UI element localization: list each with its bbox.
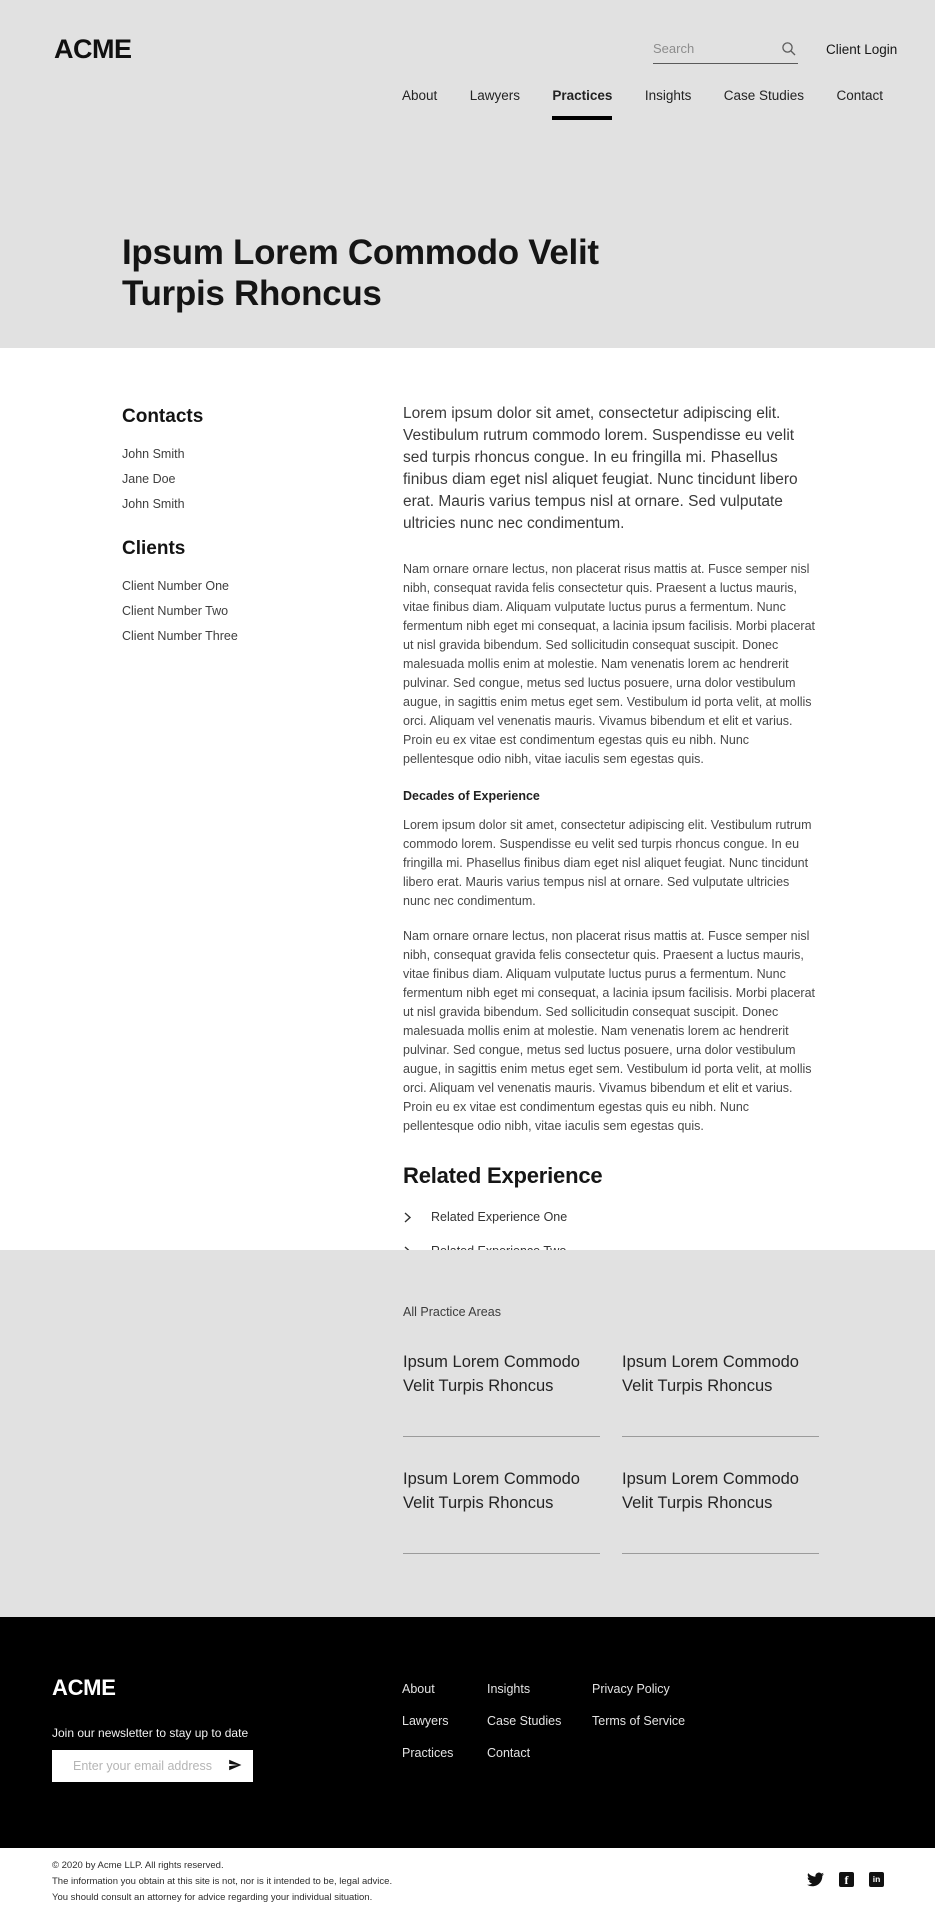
search-input[interactable]: [653, 34, 771, 62]
contacts-heading: Contacts: [122, 406, 204, 427]
client-link[interactable]: Client Number One: [122, 579, 229, 593]
search-bar: [653, 34, 798, 64]
facebook-icon[interactable]: f: [839, 1872, 854, 1887]
footer-link-privacy-policy[interactable]: Privacy Policy: [592, 1682, 670, 1696]
body-paragraph: Nam ornare ornare lectus, non placerat risus mattis at. Fusce semper nisl nibh, consequat gravida felis consectetur quis. Praesent a luctus mauris, vitae finibus diam. Aliquam vulputate luctus purus a fermentum. Nunc fermentum nibh eget mi consequat, a lacinia ipsum facilisis. Morbi placerat ut nisl gravida bibendum. Sed sollicitudin consequat suscipit. Donec malesuada mollis enim at molestie. Nam venenatis lorem ac hendrerit pulvinar. Sed congue, metus sed luctus posuere, urna dolor vestibulum augue, in sagittis enim metus eget sem. Vestibulum id porta velit, at mollis orci. Aliquam vel venenatis mauris. Vivamus bibendum et elit et varius. Proin eu ex vitae est condimentum egestas quis eu nibh. Nunc pellentesque odio nibh, vitae iaculis sem egestas quis.: [403, 929, 815, 1133]
related-experience-heading: Related Experience: [403, 1163, 603, 1188]
practice-area-card[interactable]: Ipsum Lorem Commodo Velit Turpis Rhoncus: [622, 1350, 819, 1437]
practice-area-card[interactable]: Ipsum Lorem Commodo Velit Turpis Rhoncus: [403, 1467, 600, 1554]
nav-item-insights[interactable]: Insights: [644, 88, 692, 103]
footer-link-contact[interactable]: Contact: [487, 1746, 531, 1760]
clients-heading: Clients: [122, 538, 186, 559]
social-links: [807, 1872, 884, 1887]
footer-logo[interactable]: ACME: [52, 1675, 116, 1700]
practice-area-card[interactable]: Ipsum Lorem Commodo Velit Turpis Rhoncus: [403, 1350, 600, 1437]
footer-nav-col-3: [592, 1682, 685, 1746]
footer-link-practices[interactable]: Practices: [402, 1746, 454, 1760]
twitter-icon[interactable]: [807, 1872, 824, 1887]
newsletter-submit-button[interactable]: [228, 1758, 242, 1775]
sidebar: [122, 406, 372, 654]
body-paragraph: Nam ornare ornare lectus, non placerat risus mattis at. Fusce semper nisl nibh, consequat ravida felis consectetur quis. Praesent a luctus mauris, vitae finibus diam. Aliquam vulputate luctus purus a fermentum. Nunc fermentum nibh eget mi consequat, a lacinia ipsum facilisis. Morbi placerat ut nisl gravida bibendum. Sed sollicitudin consequat suscipit. Donec malesuada mollis enim at molestie. Nam venenatis lorem ac hendrerit pulvinar. Sed congue, metus sed luctus posuere, urna dolor vestibulum augue, in sagittis enim metus eget sem. Vestibulum id porta velit, at mollis orci. Aliquam vel venenatis mauris. Vivamus bibendum et elit et varius. Proin eu ex vitae est condimentum egestas quis eu nibh. Nunc pellentesque odio nibh, vitae iaculis sem egestas quis.: [403, 562, 815, 766]
footer-nav-col-2: [487, 1682, 561, 1778]
page-title: Ipsum Lorem Commodo Velit Turpis Rhoncus: [122, 233, 599, 313]
clients-group: [122, 538, 372, 643]
client-login-link[interactable]: Client Login: [826, 42, 898, 57]
legal-text: [52, 1858, 392, 1906]
contact-link[interactable]: John Smith: [122, 447, 185, 461]
main-content: [0, 348, 935, 1250]
practice-areas-grid: [403, 1350, 819, 1554]
contacts-group: [122, 406, 372, 511]
nav-item-contact[interactable]: Contact: [836, 88, 883, 103]
newsletter-form: [52, 1750, 253, 1782]
main-nav: [402, 88, 883, 120]
footer-link-lawyers[interactable]: Lawyers: [402, 1714, 449, 1728]
site-logo[interactable]: ACME: [54, 34, 132, 64]
body-paragraph: Lorem ipsum dolor sit amet, consectetur adipiscing elit. Vestibulum rutrum commodo lorem. Suspendisse eu velit sed turpis rhoncus congue. In eu fringilla mi. Phasellus finibus diam eget nisl aliquet feugiat. Nunc tincidunt libero erat. Mauris varius tempus nisl at ornare. Sed vulputate ultricies nunc nec condimentum.: [403, 818, 812, 908]
linkedin-icon[interactable]: in: [869, 1872, 884, 1887]
email-field[interactable]: [73, 1759, 228, 1773]
search-icon[interactable]: [781, 41, 797, 62]
footer: [0, 1617, 935, 1848]
contact-link[interactable]: John Smith: [122, 497, 185, 511]
nav-item-lawyers[interactable]: Lawyers: [469, 88, 520, 103]
copyright-line: © 2020 by Acme LLP. All rights reserved.: [52, 1860, 224, 1871]
footer-link-insights[interactable]: Insights: [487, 1682, 531, 1696]
send-icon: [228, 1758, 242, 1775]
nav-item-about[interactable]: About: [402, 88, 438, 103]
lead-paragraph: Lorem ipsum dolor sit amet, consectetur adipiscing elit. Vestibulum rutrum commodo lorem. Suspendisse eu velit sed turpis rhoncus congue. In eu fringilla mi. Phasellus finibus diam eget nisl aliquet feugiat. Nunc tincidunt libero erat. Mauris varius tempus nisl at ornare. Sed vulputate ultricies nunc nec condimentum.: [403, 405, 798, 532]
article: [403, 403, 818, 1302]
all-practice-areas-label: All Practice Areas: [403, 1305, 501, 1319]
article-subheading: Decades of Experience: [403, 789, 540, 803]
footer-link-case-studies[interactable]: Case Studies: [487, 1714, 562, 1728]
client-link[interactable]: Client Number Three: [122, 629, 238, 643]
related-experience-label: Related Experience One: [431, 1210, 568, 1224]
hero-header: [0, 0, 935, 348]
disclaimer-line: The information you obtain at this site is not, nor is it intended to be, legal advice.: [52, 1876, 393, 1887]
client-link[interactable]: Client Number Two: [122, 604, 229, 618]
nav-item-case-studies[interactable]: Case Studies: [723, 88, 805, 103]
footer-link-about[interactable]: About: [402, 1682, 435, 1696]
footer-nav-col-1: [402, 1682, 453, 1778]
practice-areas-section: [0, 1250, 935, 1617]
practice-area-card[interactable]: Ipsum Lorem Commodo Velit Turpis Rhoncus: [622, 1467, 819, 1554]
chevron-right-icon: [403, 1212, 412, 1223]
legal-bar: [0, 1848, 935, 1917]
disclaimer-line: You should consult an attorney for advice regarding your individual situation.: [52, 1892, 373, 1903]
footer-link-terms-of-service[interactable]: Terms of Service: [592, 1714, 686, 1728]
related-experience-link-one[interactable]: [403, 1210, 818, 1224]
contact-link[interactable]: Jane Doe: [122, 472, 176, 486]
newsletter-label: Join our newsletter to stay up to date: [52, 1726, 249, 1740]
nav-item-practices[interactable]: Practices: [552, 88, 612, 120]
